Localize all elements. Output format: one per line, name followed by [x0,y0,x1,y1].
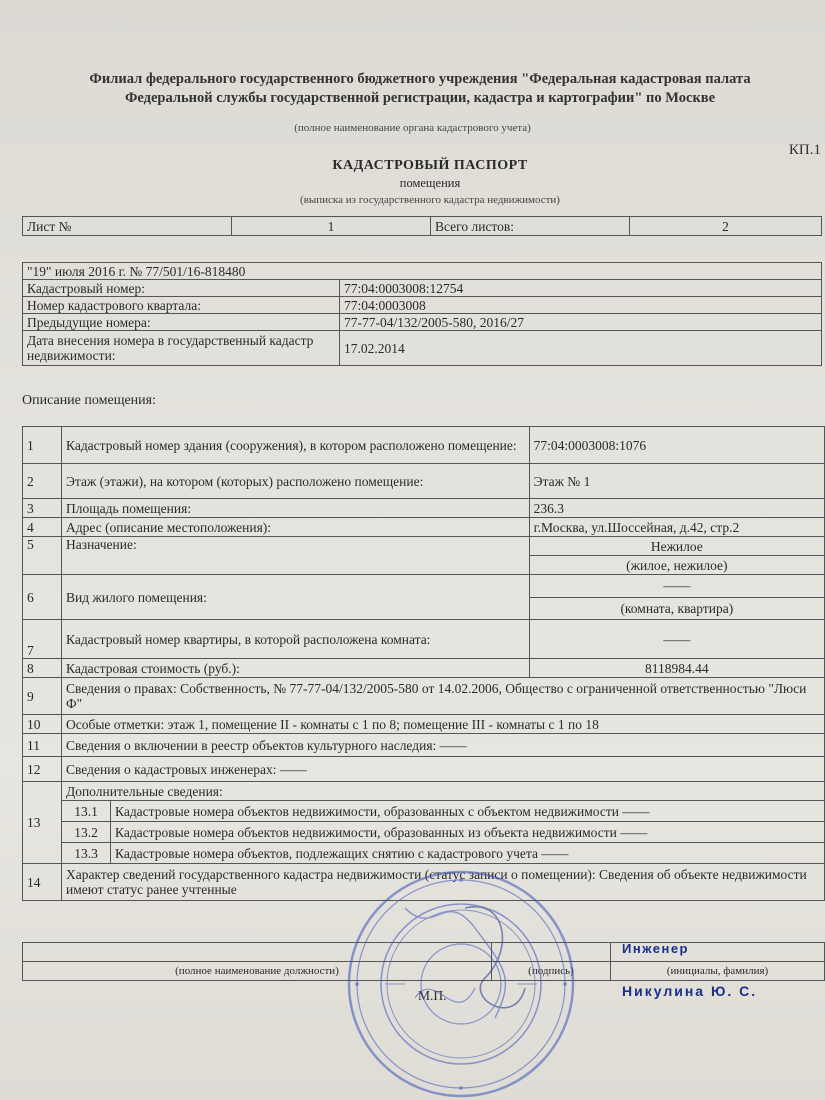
floor-label: Этаж (этажи), на котором (которых) расположено помещение: [62,464,530,499]
row-number: 6 [23,575,62,620]
sub-row-number: 13.3 [62,843,111,864]
record-status-info: Характер сведений государственного кадастра недвижимости (статус записи о помещении): Сведения об объекте недвижимости имеют статус ранее учтенные [62,864,825,901]
row-number: 11 [23,734,62,757]
info-label: Предыдущие номера: [23,314,340,331]
building-number-label: Кадастровый номер здания (сооружения), в котором расположено помещение: [62,427,530,464]
area-value: 236.3 [529,499,824,518]
purpose-hint: (жилое, нежилое) [529,556,824,575]
seal-place: М.П. [418,988,447,1003]
cadastral-value-value: 8118984.44 [529,659,824,678]
sheet-total-label: Всего листов: [431,217,630,236]
form-code: КП.1 [788,142,821,158]
document-subtitle: помещения [399,176,461,190]
info-label: Дата внесения номера в государственный кадастр недвижимости: [23,331,340,366]
row-number: 10 [23,715,62,734]
description-table [22,426,825,901]
row-number: 13 [23,782,62,864]
info-label: Кадастровый номер: [23,280,340,297]
description-heading: Описание помещения: [22,393,156,408]
cadastral-number-value: 77:04:0003008:12754 [340,280,822,297]
document-title: КАДАСТРОВЫЙ ПАСПОРТ [332,158,528,173]
position-caption: (полное наименование должности) [23,962,492,981]
rights-info: Сведения о правах: Собственность, № 77-77-04/132/2005-580 от 14.02.2006, Общество с ограниченной ответственностью "Люси Ф" [62,678,825,715]
purpose-value: Нежилое [529,537,824,556]
row-number: 3 [23,499,62,518]
address-value: г.Москва, ул.Шоссейная, д.42, стр.2 [529,518,824,537]
sheet-total: 2 [630,217,822,236]
building-number-value: 77:04:0003008:1076 [529,427,824,464]
cadastral-engineers-info: Сведения о кадастровых инженерах: —— [62,757,825,782]
sheet-number: 1 [232,217,431,236]
additional-info-title: Дополнительные сведения: [62,782,825,801]
sheet-label: Лист № [23,217,232,236]
row-number: 1 [23,427,62,464]
organization-line-1: Филиал федерального государственного бюджетного учреждения "Федеральная кадастровая палата [89,71,751,87]
additional-info-item: Кадастровые номера объектов недвижимости, образованных с объектом недвижимости —— [111,801,825,822]
row-number: 14 [23,864,62,901]
row-number: 8 [23,659,62,678]
issue-date-line: "19" июля 2016 г. № 77/501/16-818480 [23,263,822,280]
document-subtitle-note: (выписка из государственного кадастра недвижимости) [300,194,560,206]
row-number: 7 [23,620,62,659]
previous-numbers-value: 77-77-04/132/2005-580, 2016/27 [340,314,822,331]
name-caption: (инициалы, фамилия) [611,962,825,981]
apartment-number-label: Кадастровый номер квартиры, в которой расположена комната: [62,620,530,659]
organization-line-2: Федеральной службы государственной регистрации, кадастра и картографии" по Москве [124,90,716,106]
special-notes: Особые отметки: этаж 1, помещение II - комнаты с 1 по 8; помещение III - комнаты с 1 по 18 [62,715,825,734]
area-label: Площадь помещения: [62,499,530,518]
living-type-label: Вид жилого помещения: [62,575,530,620]
sub-row-number: 13.2 [62,822,111,843]
cultural-heritage-info: Сведения о включении в реестр объектов культурного наследия: —— [62,734,825,757]
row-number: 9 [23,678,62,715]
organization-name [20,70,820,108]
engineer-name-stamp: Никулина Ю. С. [622,983,758,999]
official-seal-icon [345,868,577,1100]
info-label: Номер кадастрового квартала: [23,297,340,314]
sub-row-number: 13.1 [62,801,111,822]
row-number: 2 [23,464,62,499]
additional-info-item: Кадастровые номера объектов, подлежащих снятию с кадастрового учета —— [111,843,825,864]
cadastral-value-label: Кадастровая стоимость (руб.): [62,659,530,678]
quarter-number-value: 77:04:0003008 [340,297,822,314]
apartment-number-value: —— [529,620,824,659]
living-type-value: —— [529,575,824,598]
entry-date-value: 17.02.2014 [340,331,822,366]
floor-value: Этаж № 1 [529,464,824,499]
living-type-hint: (комната, квартира) [529,597,824,620]
purpose-label: Назначение: [62,537,530,575]
info-table [22,262,822,366]
signature-caption: (подпись) [492,962,611,981]
sheet-table [22,216,822,236]
engineer-stamp: Инженер [622,941,689,956]
address-label: Адрес (описание местоположения): [62,518,530,537]
additional-info-item: Кадастровые номера объектов недвижимости, образованных из объекта недвижимости —— [111,822,825,843]
row-number: 12 [23,757,62,782]
row-number: 5 [23,537,62,575]
organization-note: (полное наименование органа кадастрового учета) [294,122,531,134]
row-number: 4 [23,518,62,537]
